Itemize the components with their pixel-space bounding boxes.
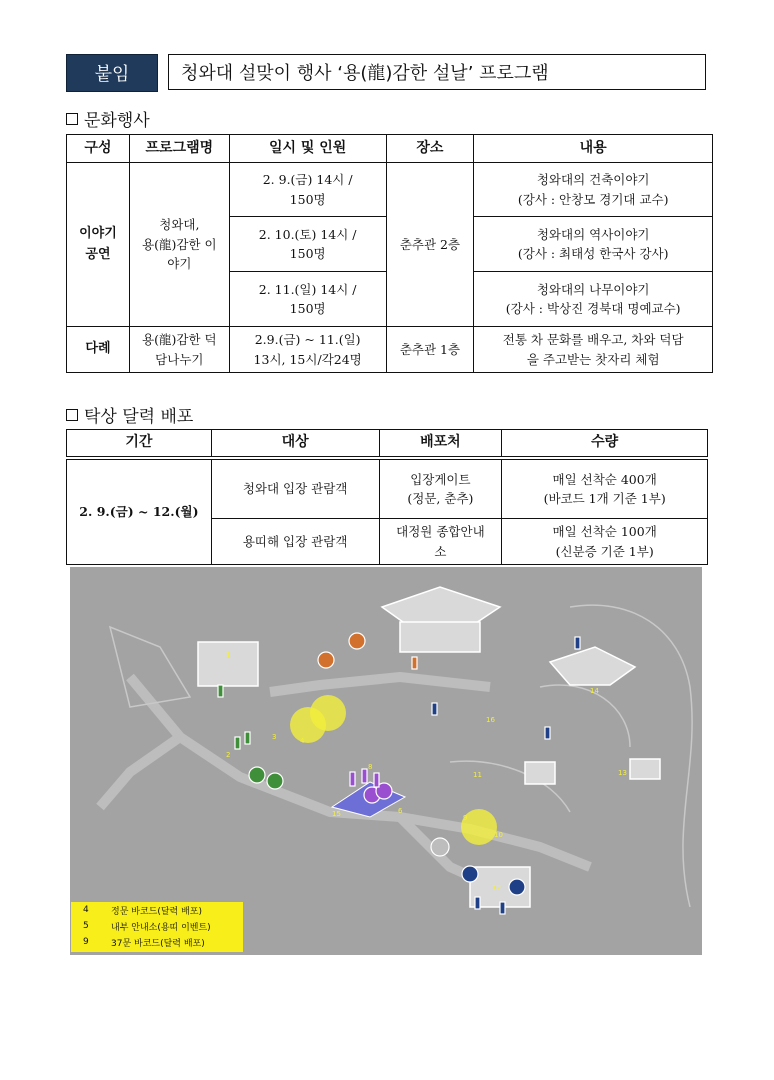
map-label: 6 xyxy=(398,807,403,815)
map-label: 2 xyxy=(226,751,231,759)
page-title-text: 청와대 설맞이 행사 ‘용(龍)감한 설날’ 프로그램 xyxy=(181,63,549,84)
story-date-cell xyxy=(229,217,386,272)
map-label: 16 xyxy=(486,716,495,724)
quantity-line1: 매일 선착순 400개 xyxy=(552,471,657,487)
story-program-line3: 야기 xyxy=(167,256,192,272)
site-map xyxy=(70,567,702,955)
legend-row xyxy=(71,934,243,950)
map-legend xyxy=(71,902,243,952)
col-header-period: 기간 xyxy=(67,430,212,457)
tea-date-line2: 13시, 15시/각24명 xyxy=(253,351,362,367)
legend-number: 5 xyxy=(83,921,89,931)
distribution-cell xyxy=(379,519,502,565)
distribution-line1: 대정원 종합안내 xyxy=(396,524,485,540)
map-label: 14 xyxy=(590,687,599,695)
building-1 xyxy=(198,642,258,686)
date-line2: 150명 xyxy=(289,301,326,316)
quantity-line2: (바코드 1개 기준 1부) xyxy=(543,491,666,506)
legend-label: 37문 바코드(달력 배포) xyxy=(111,938,205,949)
col-header-place: 장소 xyxy=(386,135,474,163)
period-cell: 2. 9.(금) ~ 12.(월) xyxy=(67,460,212,565)
calendar-table xyxy=(66,459,708,565)
section-calendar-heading xyxy=(66,402,193,427)
target-cell: 용띠해 입장 관람객 xyxy=(211,519,379,565)
distribution-line1: 입장게이트 xyxy=(410,471,471,487)
date-line2: 150명 xyxy=(289,191,326,207)
page-title xyxy=(168,54,706,90)
story-category-line2: 공연 xyxy=(85,246,111,262)
tea-date-line1: 2.9.(금) ~ 11.(일) xyxy=(254,332,361,348)
content-line2: (강사 : 안창모 경기대 교수) xyxy=(517,191,669,207)
quantity-line2: (신분증 기준 1부) xyxy=(555,543,654,559)
distribution-cell xyxy=(379,460,502,519)
distribution-line2: (정문, 춘추) xyxy=(407,491,474,506)
map-label: 15 xyxy=(332,810,341,818)
main-building-base xyxy=(400,622,480,652)
tea-content-line2: 을 주고받는 찻자리 체험 xyxy=(526,351,660,367)
story-category-cell xyxy=(67,163,130,327)
map-label: 12 xyxy=(492,884,501,892)
tea-category-cell: 다례 xyxy=(67,327,130,373)
highlight-gate-5 xyxy=(310,695,346,731)
quantity-cell xyxy=(502,519,708,565)
date-line1: 2. 9.(금) 14시 / xyxy=(262,172,353,188)
story-content-cell xyxy=(474,272,713,327)
legend-number: 9 xyxy=(83,937,89,947)
story-content-cell xyxy=(474,163,713,217)
col-header-distribution: 배포처 xyxy=(379,430,502,457)
col-header-date: 일시 및 인원 xyxy=(229,135,386,163)
tea-date-cell xyxy=(229,327,386,373)
helipad-icon xyxy=(431,838,449,856)
content-line1: 청와대의 나무이야기 xyxy=(536,281,650,297)
map-label: 13 xyxy=(618,769,627,777)
legend-row xyxy=(71,902,243,918)
tea-content-line1: 전통 차 문화를 배우고, 차와 덕담 xyxy=(502,332,684,348)
checkbox-square-icon xyxy=(66,409,78,421)
calendar-header-table xyxy=(66,429,708,457)
date-line2: 150명 xyxy=(289,246,326,261)
story-program-line2: 용(龍)감한 이 xyxy=(142,236,217,252)
story-place-cell: 춘추관 2층 xyxy=(386,163,474,327)
legend-row xyxy=(71,918,243,934)
section-culture-heading xyxy=(66,106,150,131)
legend-number: 4 xyxy=(83,905,89,915)
legend-label: 내부 안내소(용띠 이벤트) xyxy=(111,922,211,933)
site-map-drawing xyxy=(70,567,702,955)
building-13 xyxy=(630,759,660,779)
content-line2: (강사 : 박상진 경북대 명예교수) xyxy=(505,301,681,316)
date-line1: 2. 10.(토) 14시 / xyxy=(258,226,357,242)
tea-program-cell xyxy=(129,327,229,373)
story-date-cell xyxy=(229,163,386,217)
date-line1: 2. 11.(일) 14시 / xyxy=(258,281,357,297)
legend-label: 정문 바코드(달력 배포) xyxy=(111,906,202,917)
col-header-program: 프로그램명 xyxy=(129,135,229,163)
map-label: 11 xyxy=(473,771,482,779)
story-category-line1: 이야기 xyxy=(79,226,117,242)
map-label: 9 xyxy=(463,814,468,822)
map-label: 1 xyxy=(226,651,231,659)
culture-table xyxy=(66,134,713,373)
col-header-quantity: 수량 xyxy=(502,430,708,457)
story-program-cell xyxy=(129,163,229,327)
target-cell: 청와대 입장 관람객 xyxy=(211,460,379,519)
quantity-cell xyxy=(502,460,708,519)
story-program-line1: 청와대, xyxy=(159,217,200,233)
map-label: 8 xyxy=(368,763,373,771)
attachment-tag: 붙임 xyxy=(66,54,158,92)
section-culture-title: 문화행사 xyxy=(84,111,150,131)
tea-place-cell: 춘추관 1층 xyxy=(386,327,474,373)
story-date-cell xyxy=(229,272,386,327)
quantity-line1: 매일 선착순 100개 xyxy=(552,524,657,540)
tea-program-line2: 담나누기 xyxy=(155,351,204,367)
content-line1: 청와대의 역사이야기 xyxy=(536,226,650,242)
col-header-target: 대상 xyxy=(211,430,379,457)
distribution-line2: 소 xyxy=(434,543,447,559)
section-calendar-title: 탁상 달력 배포 xyxy=(84,407,194,427)
content-line1: 청와대의 건축이야기 xyxy=(536,172,650,188)
story-content-cell xyxy=(474,217,713,272)
content-line2: (강사 : 최태성 한국사 강사) xyxy=(517,246,669,261)
map-label: 3 xyxy=(272,733,277,741)
tea-content-cell xyxy=(474,327,713,373)
checkbox-square-icon xyxy=(66,113,78,125)
col-header-content: 내용 xyxy=(474,135,713,163)
map-label: 4 xyxy=(300,737,305,745)
map-label: 10 xyxy=(494,831,503,839)
building-11 xyxy=(525,762,555,784)
tea-program-line1: 용(龍)감한 덕 xyxy=(142,332,217,348)
col-header-category: 구성 xyxy=(67,135,130,163)
